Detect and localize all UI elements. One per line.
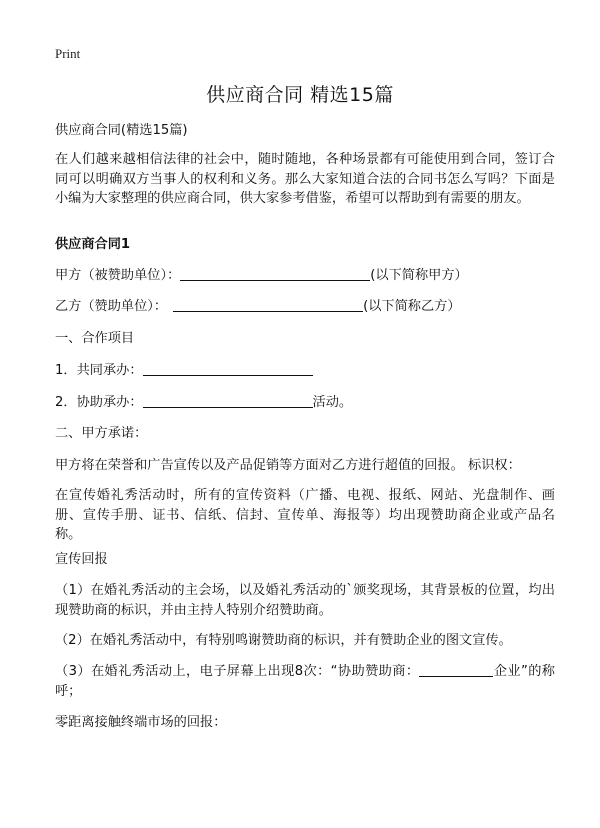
party-b-blank bbox=[173, 297, 363, 312]
item2-line bbox=[55, 393, 555, 412]
party-b-suffix: (以下简称乙方） bbox=[363, 299, 461, 314]
item2-label: 2．协助承办： bbox=[55, 395, 143, 410]
return-item-1: （1）在婚礼秀活动的主会场，以及婚礼秀活动的`颁奖现场，其背景板的位置，均出现赞助商的标识，并由主持人特别介绍赞助商。 bbox=[55, 583, 555, 618]
item2-suffix: 活动。 bbox=[312, 395, 353, 410]
item2-blank bbox=[143, 393, 313, 408]
party-b-line bbox=[55, 297, 555, 316]
return-heading: 宣传回报 bbox=[55, 552, 108, 567]
promo-materials-paragraph: 在宣传婚礼秀活动时，所有的宣传资料（广播、电视、报纸、网站、光盘制作、画册、宣传手册、证书、信纸、信封、宣传单、海报等）均出现赞助商企业或产品名称。 bbox=[55, 488, 555, 542]
item1-label: 1．共同承办： bbox=[55, 363, 143, 378]
cooperation-heading: 一、合作项目 bbox=[55, 331, 135, 346]
party-a-suffix: (以下简称甲方） bbox=[370, 268, 468, 283]
intro-paragraph: 在人们越来越相信法律的社会中，随时随地，各种场景都有可能使用到合同，签订合同可以明确双方当事人的权利和义务。那么大家知道合法的合同书怎么写吗？下面是小编为大家整理的供应商合同，供大家参考借鉴，希望可以帮助到有需要的朋友。 bbox=[55, 152, 555, 206]
party-a-line bbox=[55, 266, 555, 285]
promise-heading: 二、甲方承诺： bbox=[55, 426, 148, 441]
item1-blank bbox=[143, 361, 313, 376]
party-a-blank bbox=[180, 266, 370, 281]
promise-text: 甲方将在荣誉和广告宣传以及产品促销等方面对乙方进行超值的回报。 标识权： bbox=[55, 458, 521, 473]
return-item-3-prefix: （3）在婚礼秀活动上，电子屏幕上出现8次：“协助赞助商： bbox=[55, 664, 420, 679]
item1-line bbox=[55, 361, 555, 380]
return-item-2: （2）在婚礼秀活动中，有特别鸣谢赞助商的标识，并有赞助企业的图文宣传。 bbox=[55, 633, 512, 648]
document-subtitle: 供应商合同(精选15篇) bbox=[55, 123, 188, 138]
party-b-label: 乙方（赞助单位）： bbox=[55, 299, 168, 314]
return-item-3-suffix: 企业”的称呼； bbox=[55, 664, 555, 699]
party-a-label: 甲方（被赞助单位）： bbox=[55, 268, 181, 283]
return-item-3-blank bbox=[419, 662, 493, 677]
section-heading: 供应商合同1 bbox=[55, 237, 131, 252]
print-label[interactable]: Print bbox=[55, 46, 81, 61]
return-item-3 bbox=[55, 662, 555, 701]
terminal-market-text: 零距离接触终端市场的回报： bbox=[55, 715, 227, 730]
page-title: 供应商合同 精选15篇 bbox=[206, 84, 394, 106]
